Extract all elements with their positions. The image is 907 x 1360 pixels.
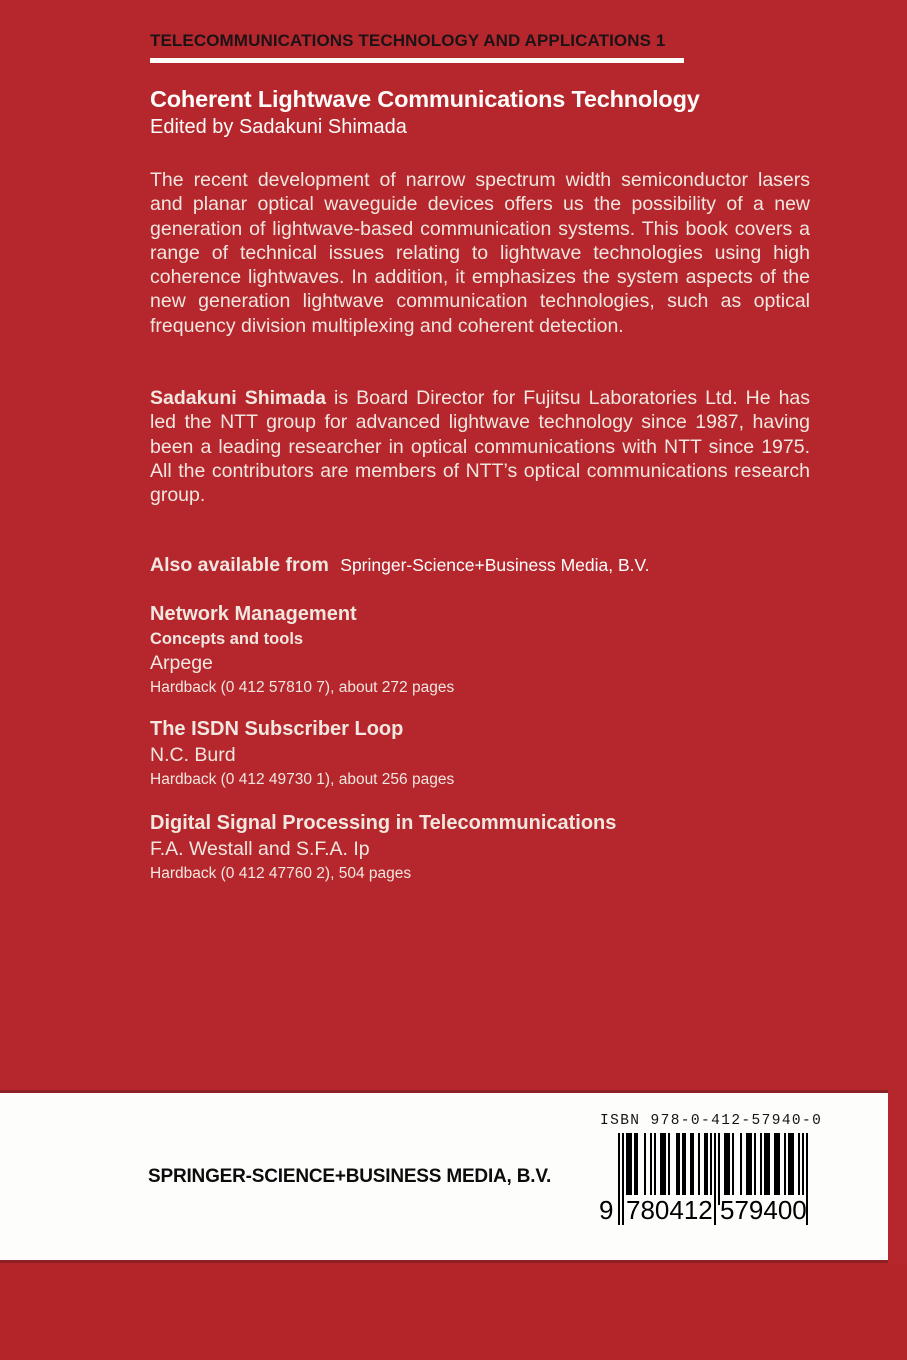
book-editor: Edited by Sadakuni Shimada (150, 116, 407, 138)
related-book-author: N.C. Burd (150, 744, 236, 766)
series-title: TELECOMMUNICATIONS TECHNOLOGY AND APPLICATIONS 1 (150, 31, 666, 50)
editor-name: Sadakuni Shimada (150, 387, 326, 409)
also-available-line (150, 554, 850, 577)
editor-bio (150, 386, 810, 507)
related-book-subtitle: Concepts and tools (150, 630, 304, 648)
barcode-digit-group-1: 780412 (626, 1195, 713, 1225)
barcode-digit-left: 9 (599, 1195, 614, 1225)
related-book-author: F.A. Westall and S.F.A. Ip (150, 838, 370, 860)
bottom-red-strip (0, 1263, 907, 1360)
related-book-title: Digital Signal Processing in Telecommunications (150, 812, 617, 834)
also-available-publisher: Springer-Science+Business Media, B.V. (340, 555, 650, 575)
footer-band (0, 1090, 888, 1263)
book-title: Coherent Lightwave Communications Technology (150, 86, 700, 112)
isbn-barcode (599, 1113, 823, 1227)
book-description: The recent development of narrow spectrum width semiconductor lasers and planar optical waveguide devices offers us the possibility of a new generation of lightwave-based communication systems. This book covers a range of technical issues relating to lightwave technologies using high coherence lightwaves. In addition, it emphasizes the system aspects of the new generation lightwave communication technologies, such as optical frequency division multiplexing and coherent detection. (150, 169, 810, 337)
related-book-author: Arpege (150, 652, 213, 674)
barcode-digit-group-2: 579400 (720, 1195, 807, 1225)
related-book (150, 603, 850, 697)
related-book-title: The ISDN Subscriber Loop (150, 718, 404, 740)
isbn-number: ISBN 978-0-412-57940-0 (600, 1113, 823, 1129)
related-book-details: Hardback (0 412 49730 1), about 256 pages (150, 771, 455, 788)
related-book (150, 718, 850, 789)
related-book (150, 812, 850, 883)
series-header (150, 31, 684, 63)
related-book-details: Hardback (0 412 47760 2), 504 pages (150, 865, 412, 882)
also-available-label: Also available from (150, 554, 329, 576)
publisher-name: SPRINGER-SCIENCE+BUSINESS MEDIA, B.V. (148, 1166, 552, 1187)
related-book-title: Network Management (150, 603, 357, 625)
barcode-bars (599, 1133, 808, 1227)
editor-bio-text: is Board Director for Fujitsu Laboratories Ltd. He has led the NTT group for advanced lightwave technology since 1987, having been a leading researcher in optical communications with NTT since 1975. All the contributors are members of NTT’s optical communications research group. (150, 387, 811, 507)
related-book-details: Hardback (0 412 57810 7), about 272 pages (150, 679, 455, 696)
barcode-digits (599, 1195, 808, 1225)
